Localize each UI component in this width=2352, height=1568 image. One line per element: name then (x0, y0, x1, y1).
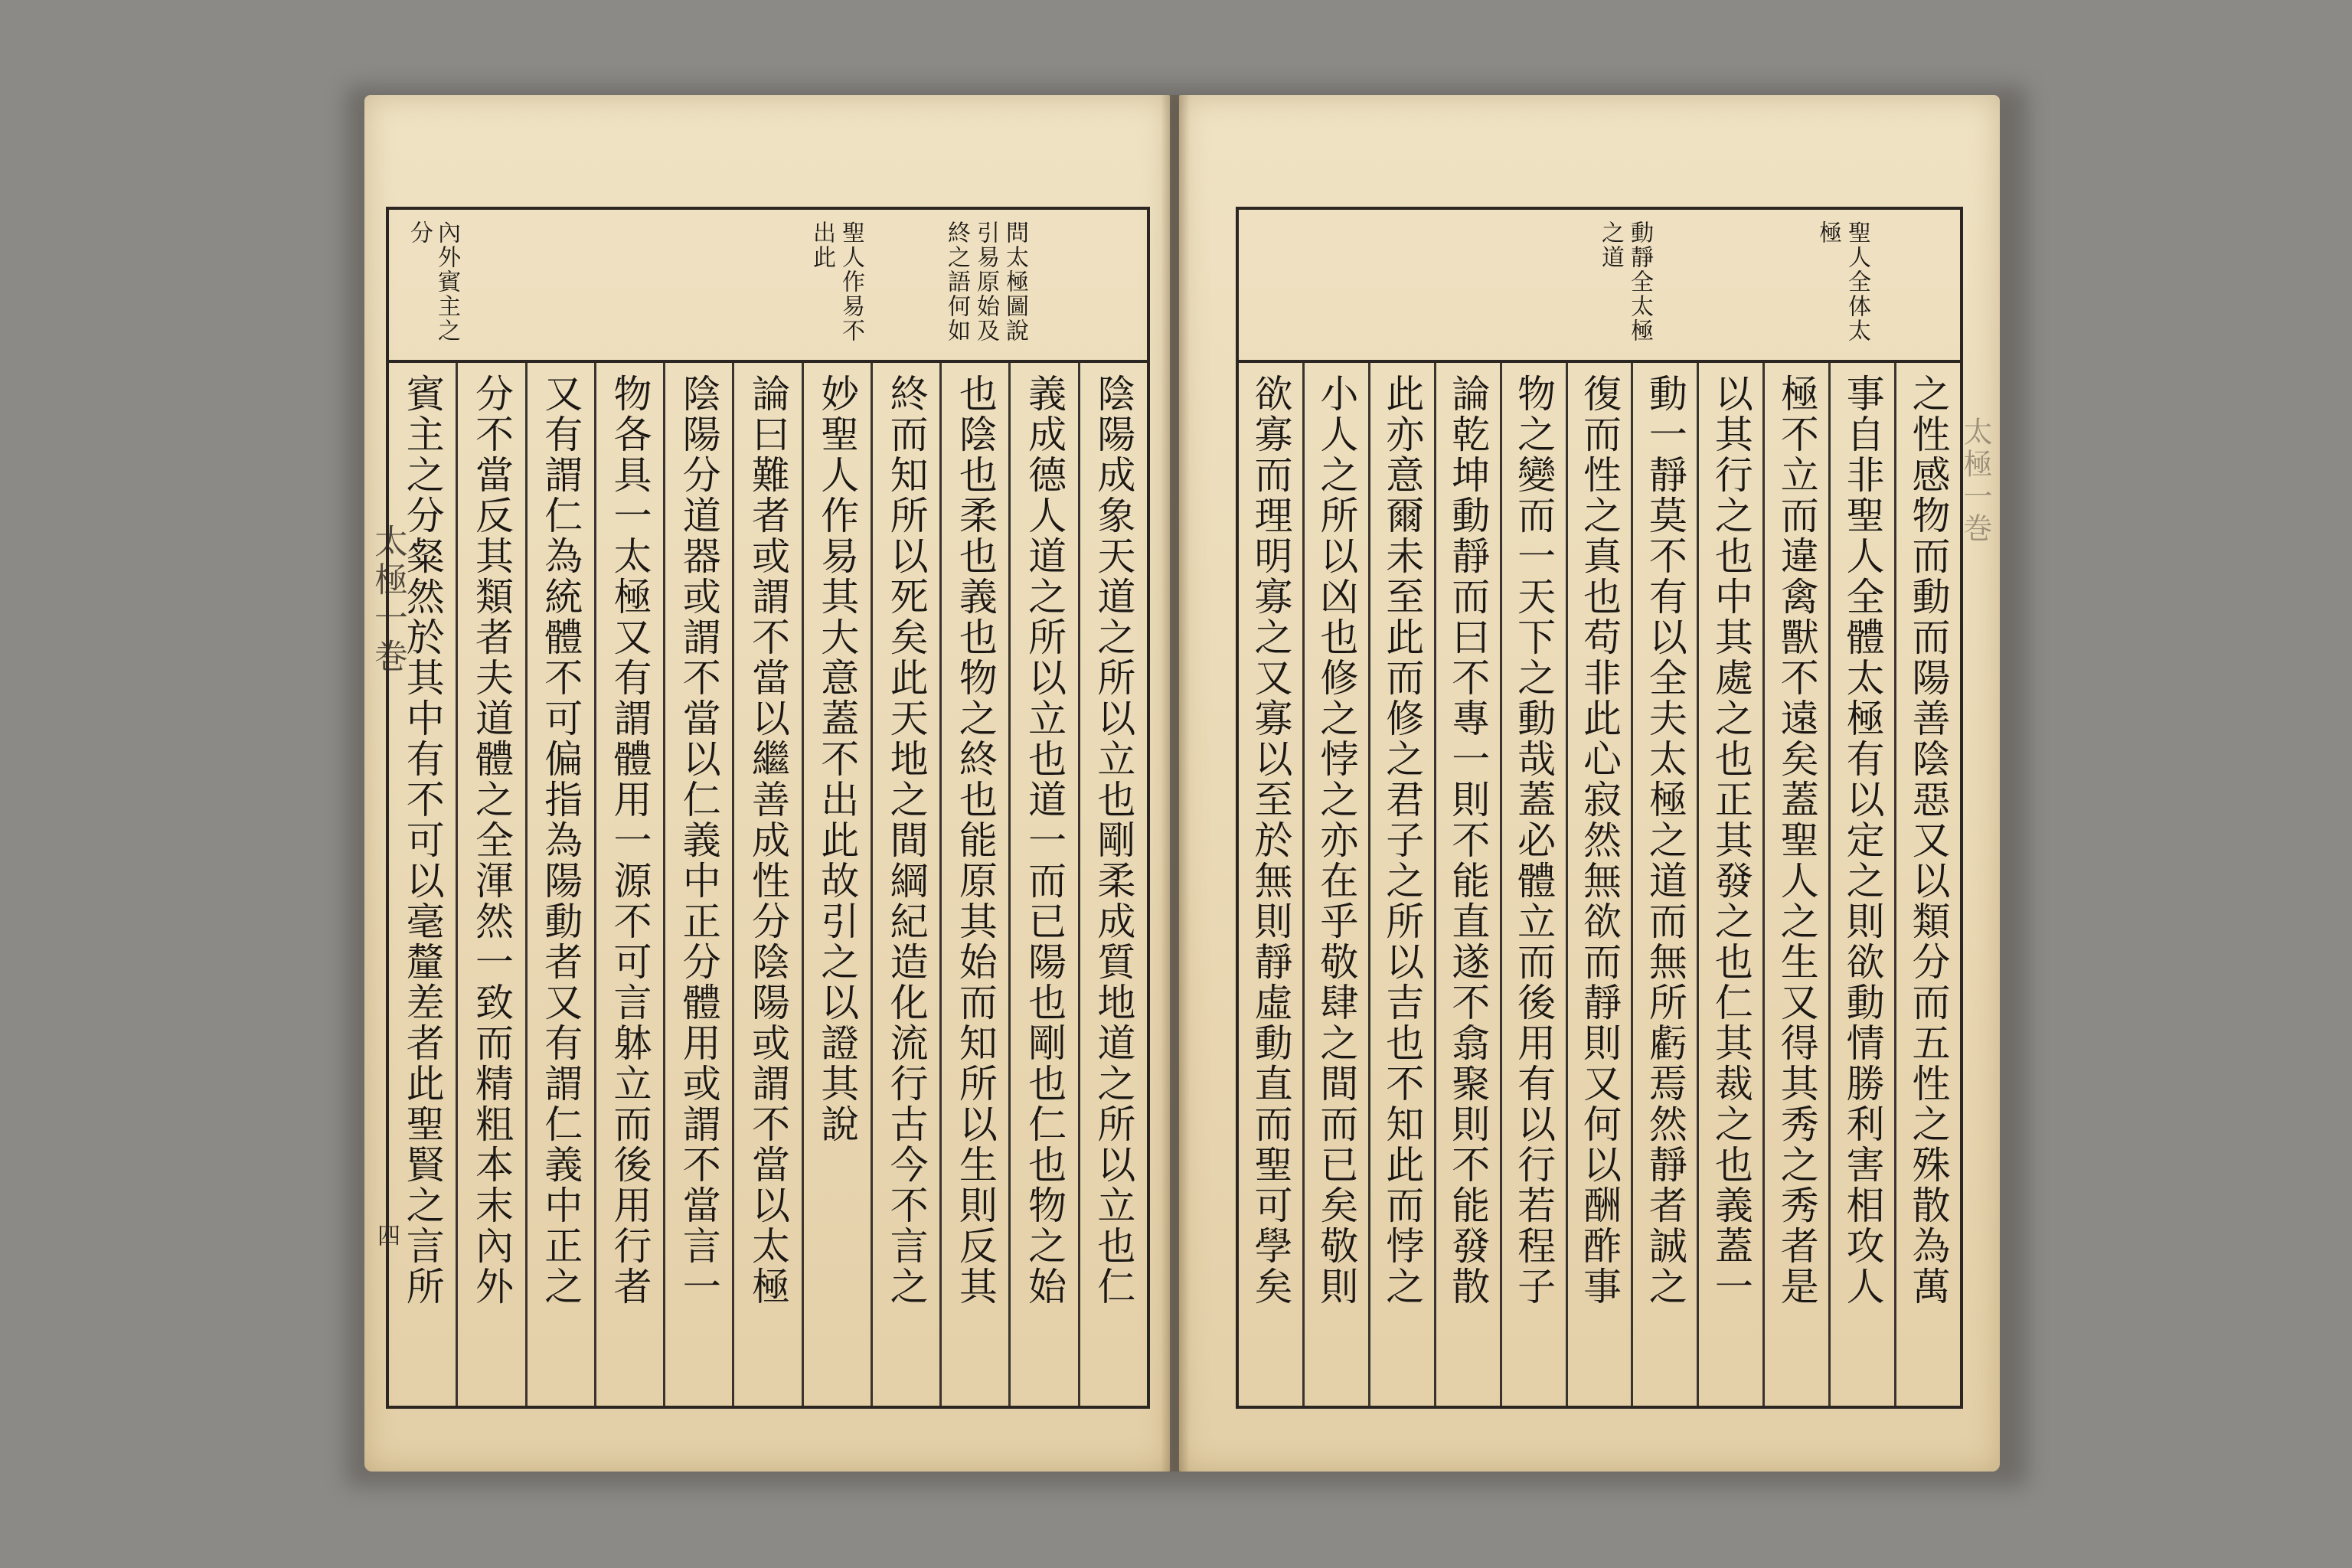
left-header-notes (389, 210, 1147, 363)
header-note: 極 (1815, 220, 1841, 245)
text-column-content: 分不當反其類者夫道體之全渾然一致而精粗本末內外 (469, 374, 514, 1307)
right-margin-label: 太極一巻 (1958, 416, 1992, 545)
text-column-content: 物之變而一天下之動哉蓋必體立而後用有以行若程子 (1511, 374, 1557, 1307)
right-header-notes (1239, 210, 1960, 363)
text-column-content: 陰陽成象天道之所以立也剛柔成質地道之所以立也仁 (1091, 374, 1136, 1307)
header-note: 問太極圖說 (1001, 220, 1028, 343)
header-note: 聖人全体太 (1844, 220, 1870, 343)
left-text-columns (389, 363, 1147, 1406)
text-column (456, 363, 524, 1406)
text-column (525, 363, 594, 1406)
text-column (1566, 363, 1632, 1406)
text-column (389, 363, 456, 1406)
text-column (594, 363, 663, 1406)
text-column (732, 363, 801, 1406)
text-column (1008, 363, 1077, 1406)
text-column-content: 復而性之真也苟非此心寂然無欲而靜則又何以酬酢事 (1577, 374, 1622, 1307)
text-column-content: 以其行之也中其處之也正其發之也仁其裁之也義蓋一 (1708, 374, 1753, 1307)
text-column-content: 動一靜莫不有以全夫太極之道而無所虧焉然靜者誠之 (1642, 374, 1687, 1307)
text-column-content: 小人之所以凶也修之悖之亦在乎敬肆之間而已矣敬則 (1314, 374, 1359, 1307)
text-column-content: 賓主之分粲然於其中有不可以毫釐差者此聖賢之言所 (400, 374, 445, 1307)
header-note: 終之語何如 (943, 220, 970, 343)
header-note: 內外賓主之 (433, 220, 460, 343)
text-column (1500, 363, 1566, 1406)
right-text-frame (1236, 207, 1963, 1409)
right-text-columns (1239, 363, 1960, 1406)
text-column-content: 欲寡而理明寡之又寡以至於無則靜虛動直而聖可學矣 (1248, 374, 1293, 1307)
text-column-content: 終而知所以死矣此天地之間綱紀造化流行古今不言之 (884, 374, 929, 1307)
text-column (1762, 363, 1828, 1406)
left-page (364, 95, 1170, 1472)
text-column-content: 陰陽分道器或謂不當以仁義中正分體用或謂不當言一 (676, 374, 721, 1307)
text-column (1828, 363, 1894, 1406)
book-gutter (1161, 95, 1190, 1472)
text-column (939, 363, 1008, 1406)
right-page (1179, 95, 2000, 1472)
header-note: 分 (406, 220, 433, 245)
left-folio: 四 (373, 1223, 400, 1246)
text-column (1239, 363, 1302, 1406)
left-text-frame (386, 207, 1150, 1409)
text-column-content: 妙聖人作易其大意蓋不出此故引之以證其說 (815, 374, 860, 1145)
text-column-content: 極不立而違禽獸不遠矣蓋聖人之生又得其秀之秀者是 (1774, 374, 1819, 1307)
text-column (663, 363, 732, 1406)
text-column-content: 也陰也柔也義也物之終也能原其始而知所以生則反其 (952, 374, 998, 1307)
text-column (1434, 363, 1500, 1406)
text-column-content: 論曰難者或謂不當以繼善成性分陰陽或謂不當以太極 (746, 374, 791, 1307)
header-note: 之道 (1597, 220, 1624, 270)
header-note: 聖人作易不 (838, 220, 864, 343)
header-note: 引易原始及 (972, 220, 999, 343)
header-note: 動靜全太極 (1626, 220, 1653, 343)
text-column-content: 物各具一太極又有謂體用一源不可言躰立而後用行者 (607, 374, 652, 1307)
text-column (802, 363, 871, 1406)
text-column (1368, 363, 1434, 1406)
header-note: 出此 (808, 220, 835, 270)
text-column (1697, 363, 1762, 1406)
text-column-content: 此亦意爾未至此而修之君子之所以吉也不知此而悖之 (1380, 374, 1425, 1307)
text-column-content: 又有謂仁為統體不可偏指為陽動者又有謂仁義中正之 (538, 374, 583, 1307)
text-column-content: 論乾坤動靜而曰不專一則不能直遂不翕聚則不能發散 (1446, 374, 1491, 1307)
text-column (1302, 363, 1368, 1406)
text-column (1631, 363, 1697, 1406)
text-column-content: 義成德人道之所以立也道一而已陽也剛也仁也物之始 (1022, 374, 1067, 1307)
text-column (871, 363, 939, 1406)
text-column (1078, 363, 1147, 1406)
text-column (1894, 363, 1960, 1406)
text-column-content: 事自非聖人全體太極有以定之則欲動情勝利害相攻人 (1840, 374, 1885, 1307)
text-column-content: 之性感物而動而陽善陰惡又以類分而五性之殊散為萬 (1906, 374, 1951, 1307)
left-margin-label: 太極一巻 (368, 524, 407, 677)
